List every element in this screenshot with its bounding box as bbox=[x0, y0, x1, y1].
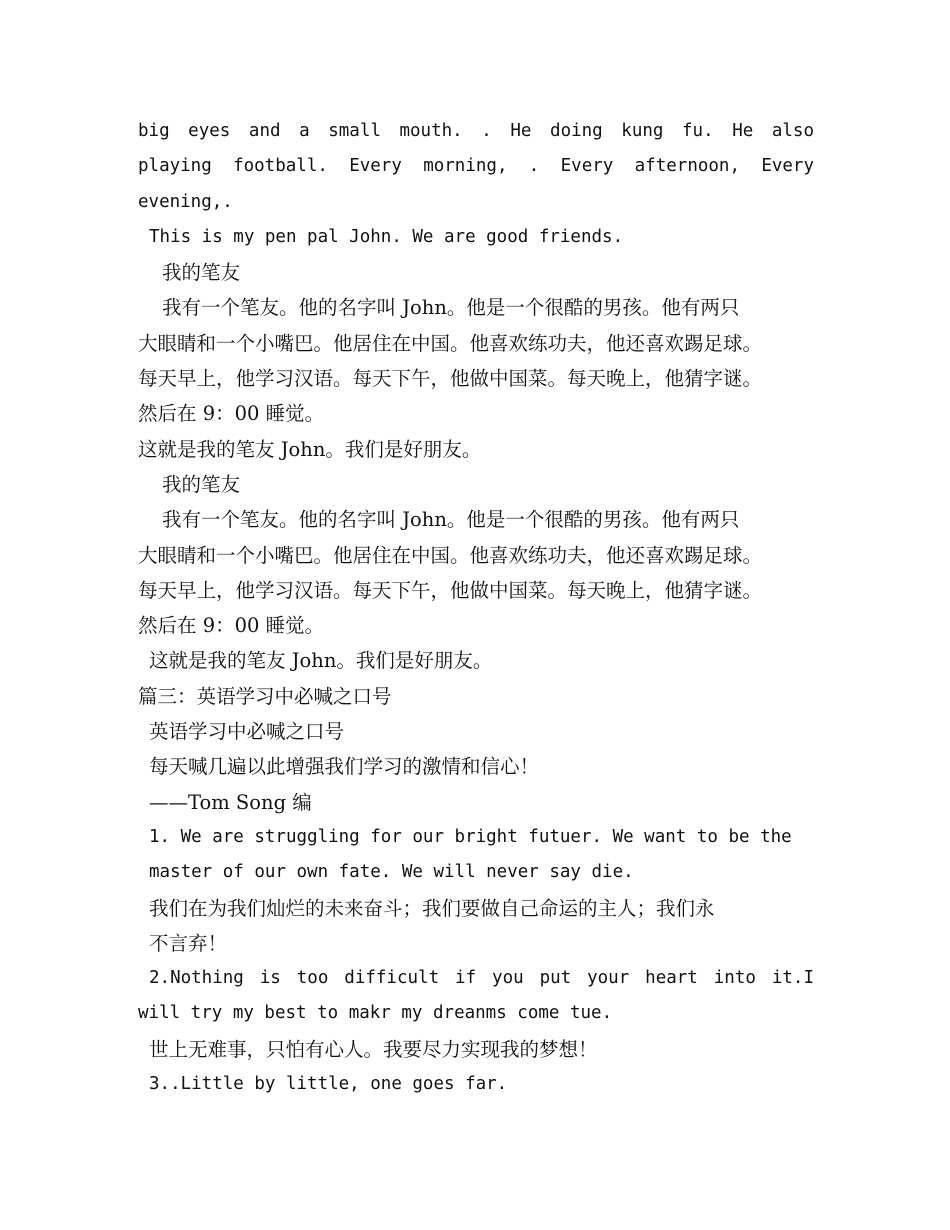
text-line: This is my pen pal John. We are good friends. bbox=[149, 226, 624, 247]
text-line: 英语学习中必喊之口号 bbox=[149, 720, 345, 744]
text-line: 篇三：英语学习中必喊之口号 bbox=[138, 684, 392, 708]
text-line: 这就是我的笔友 John。我们是好朋友。 bbox=[138, 437, 482, 461]
text-line: master of our own fate. We will never say die. bbox=[149, 862, 634, 883]
text-line: 不言弃！ bbox=[149, 931, 228, 955]
text-line: 然后在 9：00 睡觉。 bbox=[138, 402, 325, 426]
text-line: 世上无难事，只怕有心人。我要尽力实现我的梦想！ bbox=[149, 1037, 598, 1061]
text-line: 我们在为我们灿烂的未来奋斗；我们要做自己命运的主人；我们永 bbox=[149, 896, 715, 920]
text-line: will try my best to makr my dreanms come tue. bbox=[138, 1003, 613, 1024]
text-line: 我的笔友 bbox=[162, 472, 241, 496]
text-line: 1. We are struggling for our bright futuer. We want to be the bbox=[149, 826, 792, 847]
text-line: big eyes and a small mouth. . He doing kung fu. He also bbox=[138, 121, 814, 141]
text-line: 我有一个笔友。他的名字叫 John。他是一个很酷的男孩。他有两只 bbox=[162, 508, 740, 532]
text-line: 每天早上，他学习汉语。每天下午，他做中国菜。每天晚上，他猜字谜。 bbox=[138, 367, 763, 391]
text-line: ——Tom Song 编 bbox=[149, 790, 312, 814]
text-line: 每天喊几遍以此增强我们学习的激情和信心！ bbox=[149, 755, 540, 779]
text-line: 每天早上，他学习汉语。每天下午，他做中国菜。每天晚上，他猜字谜。 bbox=[138, 578, 763, 602]
text-line: 我有一个笔友。他的名字叫 John。他是一个很酷的男孩。他有两只 bbox=[162, 296, 740, 320]
text-line: 大眼睛和一个小嘴巴。他居住在中国。他喜欢练功夫，他还喜欢踢足球。 bbox=[138, 543, 763, 567]
text-line: evening,. bbox=[138, 191, 233, 212]
document-body bbox=[138, 114, 814, 1102]
text-line: playing football. Every morning, . Every afternoon, Every bbox=[138, 156, 814, 177]
text-line: 3..Little by little, one goes far. bbox=[149, 1074, 508, 1095]
text-line: 然后在 9：00 睡觉。 bbox=[138, 614, 325, 638]
text-line: 这就是我的笔友 John。我们是好朋友。 bbox=[149, 649, 493, 673]
text-line: 我的笔友 bbox=[162, 261, 241, 285]
text-line: 2.Nothing is too difficult if you put your heart into it.I bbox=[149, 968, 814, 989]
text-line: 大眼睛和一个小嘴巴。他居住在中国。他喜欢练功夫，他还喜欢踢足球。 bbox=[138, 331, 763, 355]
